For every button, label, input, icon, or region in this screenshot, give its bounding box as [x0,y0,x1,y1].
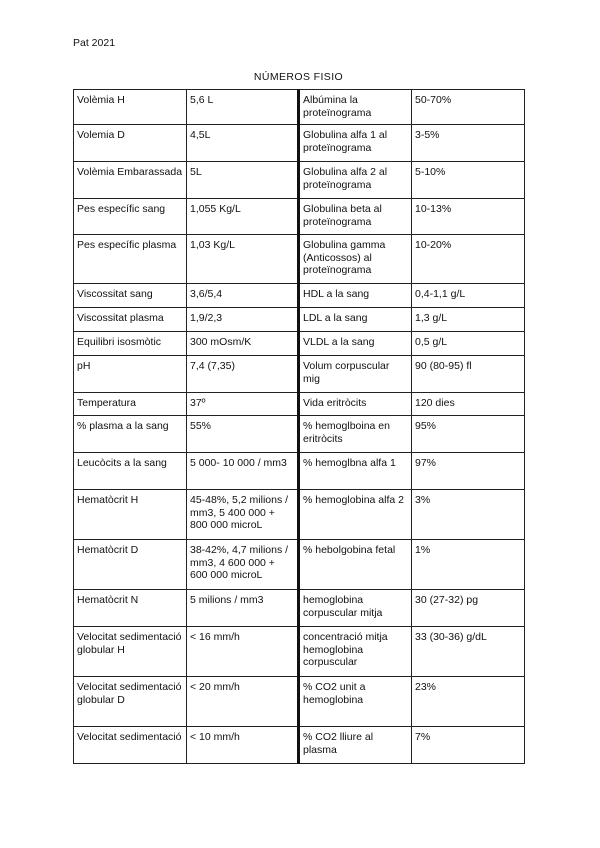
values-table [73,89,525,764]
parameter-cell: % hebolgobina fetal [299,540,412,590]
value-cell: 38-42%, 4,7 milions / mm3, 4 600 000 + 600 000 microL [187,540,299,590]
value-cell: 300 mOsm/K [187,332,299,356]
value-cell: 1% [412,540,525,590]
value-cell: 10-13% [412,199,525,235]
parameter-cell: Pes específic plasma [74,235,187,284]
parameter-cell: VLDL a la sang [299,332,412,356]
parameter-cell: Volum corpuscular mig [299,356,412,393]
parameter-cell: % hemoglbna alfa 1 [299,453,412,490]
value-cell: 5 000- 10 000 / mm3 [187,453,299,490]
parameter-cell: Viscossitat plasma [74,308,187,332]
table-row [74,416,525,453]
value-cell: 90 (80-95) fl [412,356,525,393]
value-cell: 1,03 Kg/L [187,235,299,284]
header-text: Pat 2021 [73,37,116,49]
parameter-cell: Viscossitat sang [74,284,187,308]
parameter-cell: Albúmina la proteïnograma [299,90,412,125]
table-row [74,453,525,490]
value-cell: 97% [412,453,525,490]
table-row [74,90,525,125]
value-cell: 3-5% [412,125,525,162]
value-cell: < 16 mm/h [187,627,299,677]
value-cell: < 10 mm/h [187,727,299,764]
table-row [74,332,525,356]
parameter-cell: Velocitat sedimentació [74,727,187,764]
parameter-cell: Velocitat sedimentació globular H [74,627,187,677]
parameter-cell: HDL a la sang [299,284,412,308]
value-cell: 33 (30-36) g/dL [412,627,525,677]
value-cell: 5-10% [412,162,525,199]
parameter-cell: Volèmia Embarassada [74,162,187,199]
value-cell: 5L [187,162,299,199]
table-row [74,308,525,332]
table-row [74,162,525,199]
parameter-cell: Velocitat sedimentació globular D [74,677,187,727]
value-cell: 23% [412,677,525,727]
value-cell: 50-70% [412,90,525,125]
value-cell: 7% [412,727,525,764]
parameter-cell: Volemia D [74,125,187,162]
value-cell: 30 (27-32) pg [412,590,525,627]
table-row [74,356,525,393]
parameter-cell: Temperatura [74,393,187,416]
table-row [74,677,525,727]
value-cell: 4,5L [187,125,299,162]
parameter-cell: Pes específic sang [74,199,187,235]
table-row [74,235,525,284]
value-cell: 95% [412,416,525,453]
value-cell: 55% [187,416,299,453]
table-row [74,590,525,627]
table-row [74,627,525,677]
parameter-cell: % hemoglboina en eritròcits [299,416,412,453]
table-row [74,490,525,540]
parameter-cell: Volèmia H [74,90,187,125]
parameter-cell: Hematòcrit N [74,590,187,627]
value-cell: 0,4-1,1 g/L [412,284,525,308]
table-row [74,199,525,235]
document-title: NÚMEROS FISIO [253,71,344,83]
parameter-cell: Hematòcrit D [74,540,187,590]
table-row [74,284,525,308]
parameter-cell: % CO2 unit a hemoglobina [299,677,412,727]
parameter-cell: hemoglobina corpuscular mitja [299,590,412,627]
value-cell: 1,055 Kg/L [187,199,299,235]
parameter-cell: % CO2 lliure al plasma [299,727,412,764]
value-cell: 1,3 g/L [412,308,525,332]
table-row [74,393,525,416]
value-cell: 1,9/2,3 [187,308,299,332]
value-cell: 7,4 (7,35) [187,356,299,393]
value-cell: 5,6 L [187,90,299,125]
parameter-cell: Hematòcrit H [74,490,187,540]
value-cell: < 20 mm/h [187,677,299,727]
table-row [74,727,525,764]
parameter-cell: LDL a la sang [299,308,412,332]
parameter-cell: concentració mitja hemoglobina corpuscular [299,627,412,677]
value-cell: 120 dies [412,393,525,416]
table-row [74,540,525,590]
parameter-cell: Globulina beta al proteïnograma [299,199,412,235]
parameter-cell: Globulina alfa 2 al proteïnograma [299,162,412,199]
table-row [74,125,525,162]
value-cell: 3,6/5,4 [187,284,299,308]
parameter-cell: Globulina gamma (Anticossos) al proteïnograma [299,235,412,284]
parameter-cell: Vida eritròcits [299,393,412,416]
value-cell: 0,5 g/L [412,332,525,356]
parameter-cell: % plasma a la sang [74,416,187,453]
value-cell: 37º [187,393,299,416]
parameter-cell: Equilibri isosmòtic [74,332,187,356]
parameter-cell: pH [74,356,187,393]
parameter-cell: Globulina alfa 1 al proteïnograma [299,125,412,162]
value-cell: 10-20% [412,235,525,284]
value-cell: 45-48%, 5,2 milions / mm3, 5 400 000 + 800 000 microL [187,490,299,540]
value-cell: 5 milions / mm3 [187,590,299,627]
parameter-cell: % hemoglobina alfa 2 [299,490,412,540]
parameter-cell: Leucòcits a la sang [74,453,187,490]
value-cell: 3% [412,490,525,540]
